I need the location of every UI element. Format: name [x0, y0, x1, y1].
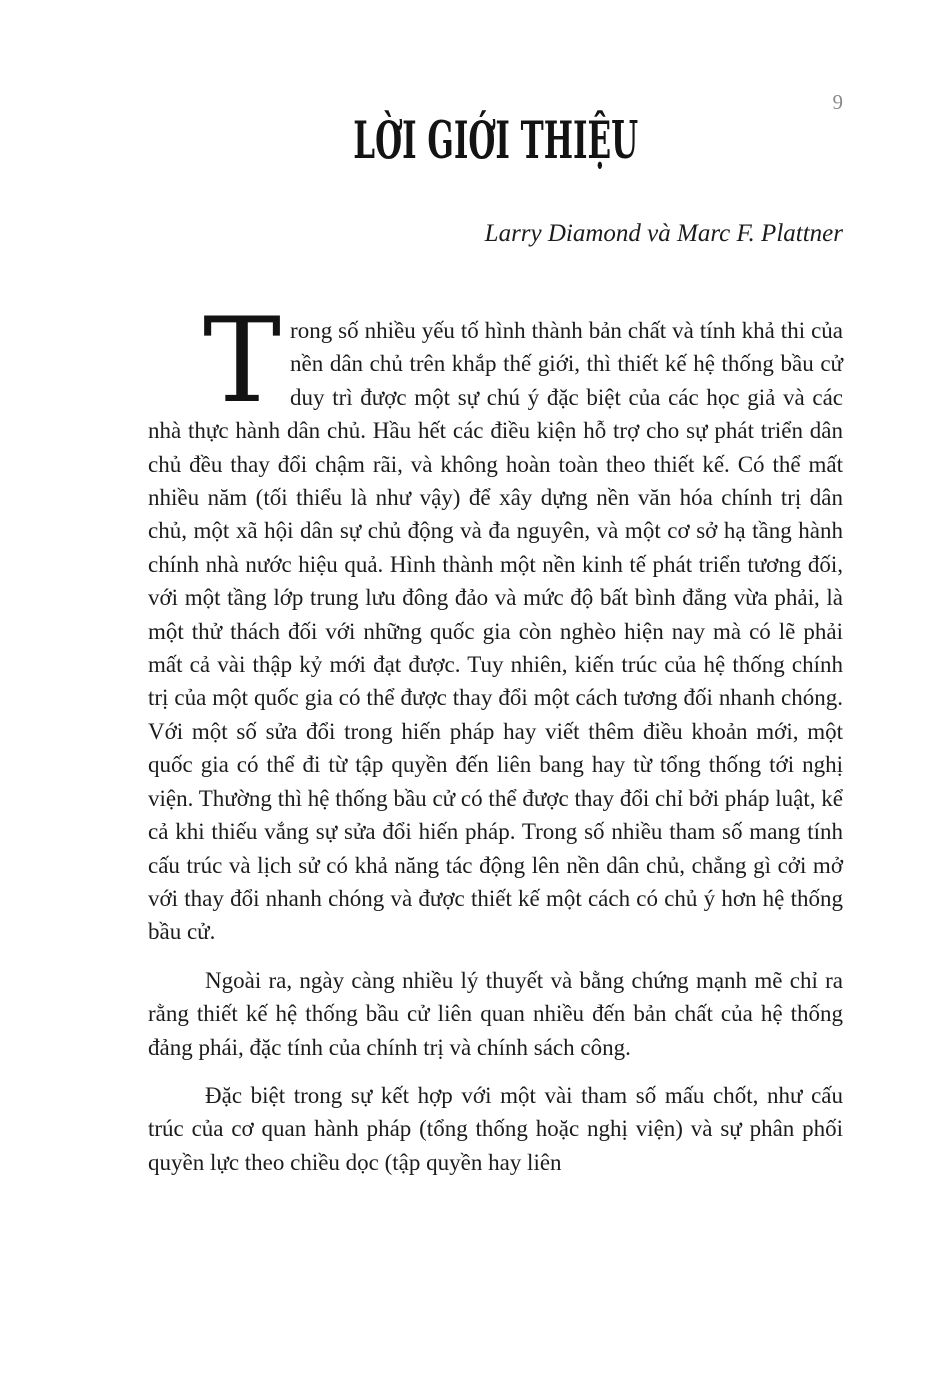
paragraph-3: Đặc biệt trong sự kết hợp với một vài tham số mấu chốt, như cấu trúc của cơ quan hành pháp (tổng thống hoặc nghị viện) và sự phân phối quyền lực theo chiều dọc (tập quyền hay liên: [148, 1082, 843, 1175]
paragraph-2: Ngoài ra, ngày càng nhiều lý thuyết và bằng chứng mạnh mẽ chỉ ra rằng thiết kế hệ thống bầu cử liên quan nhiều đến bản chất của hệ thống đảng phái, đặc tính của chính trị và chính sách công.: [148, 967, 843, 1060]
paragraph-1-text: rong số nhiều yếu tố hình thành bản chất và tính khả thi của nền dân chủ trên khắp thế giới, thì thiết kế hệ thống bầu cử duy trì được một sự chú ý đặc biệt của các học giả và các nhà thực hành dân chủ. Hầu hết các điều kiện hỗ trợ cho sự phát triển dân chủ đều thay đổi chậm rãi, và không hoàn toàn theo thiết kế. Có thể mất nhiều năm (tối thiểu là như vậy) để xây dựng nền văn hóa chính trị dân chủ, một xã hội dân sự chủ động và đa nguyên, và một cơ sở hạ tầng hành chính nhà nước hiệu quả. Hình thành một nền kinh tế phát triển tương đối, với một tầng lớp trung lưu đông đảo và mức độ bất bình đẳng vừa phải, là một thử thách đối với những quốc gia còn nghèo hiện nay mà có lẽ phải mất cả vài thập kỷ mới đạt được. Tuy nhiên, kiến trúc của hệ thống chính trị của một quốc gia có thể được thay đổi một cách tương đối nhanh chóng. Với một số sửa đổi trong hiến pháp hay viết thêm điều khoản mới, một quốc gia có thể đi từ tập quyền đến liên bang hay từ tổng thống tới nghị viện. Thường thì hệ thống bầu cử có thể được thay đổi chỉ bởi pháp luật, kể cả khi thiếu vắng sự sửa đổi hiến pháp. Trong số nhiều tham số mang tính cấu trúc và lịch sử có khả năng tác động lên nền dân chủ, chẳng gì cởi mở với thay đổi nhanh chóng và được thiết kế một cách có chủ ý hơn hệ thống bầu cử.: [148, 318, 843, 945]
body-text: [148, 292, 843, 1194]
dropcap-letter: T: [203, 292, 282, 429]
title-container: [148, 109, 843, 171]
page-number: 9: [832, 90, 843, 114]
paragraph-1: [148, 292, 843, 949]
byline: Larry Diamond và Marc F. Plattner: [484, 220, 843, 247]
page-title: LỜI GIỚI THIỆU: [353, 109, 638, 171]
